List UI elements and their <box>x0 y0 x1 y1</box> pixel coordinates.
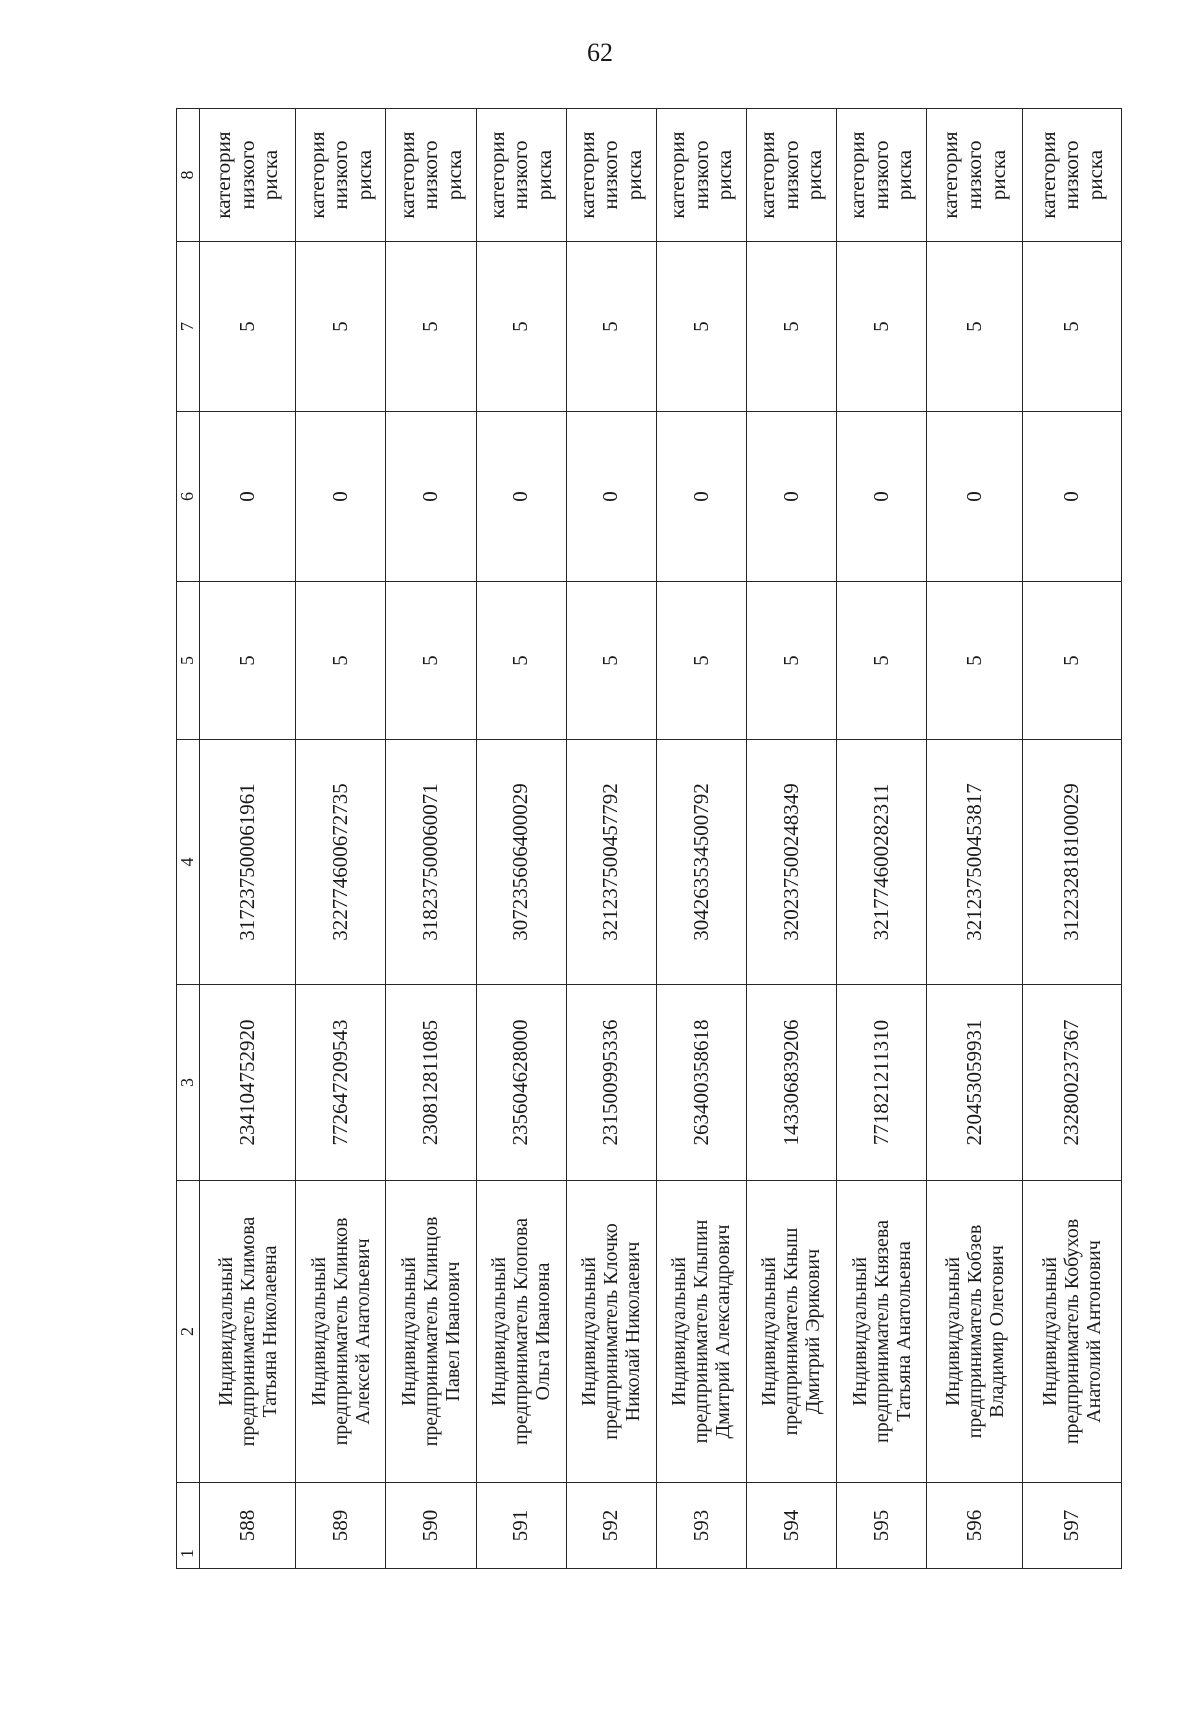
column-5-value: 5 <box>566 582 656 740</box>
table-row <box>386 109 476 1569</box>
name-line: предприниматель Клыпин <box>690 1219 713 1444</box>
name-line: предприниматель Климова <box>236 1216 259 1447</box>
risk-line: низкого риска <box>1059 140 1107 210</box>
inn-code: 771821211310 <box>836 985 926 1181</box>
risk-line: низкого риска <box>778 140 827 210</box>
name-line: Индивидуальный <box>758 1256 781 1407</box>
risk-category <box>296 109 386 242</box>
name-line: предприниматель Клопова <box>510 1218 533 1445</box>
row-number: 595 <box>836 1483 926 1569</box>
row-number: 589 <box>296 1483 386 1569</box>
table-row <box>746 109 836 1569</box>
ogrnip-code: 321237500453817 <box>927 740 1023 985</box>
name-line: предприниматель Клинцов <box>420 1216 443 1447</box>
table-row <box>656 109 746 1569</box>
column-6-value: 0 <box>386 412 476 582</box>
table-row <box>476 109 566 1569</box>
name-line: Дмитрий Александрович <box>712 1224 735 1439</box>
entrepreneur-name <box>200 1181 296 1483</box>
column-7-value: 5 <box>746 242 836 412</box>
column-6-value: 0 <box>656 412 746 582</box>
row-number: 597 <box>1023 1483 1122 1569</box>
entrepreneur-name <box>656 1181 746 1483</box>
name-line: предприниматель Клинков <box>329 1217 352 1446</box>
entrepreneur-name <box>566 1181 656 1483</box>
risk-line: низкого риска <box>508 140 556 210</box>
row-number: 591 <box>476 1483 566 1569</box>
risk-category <box>836 109 926 242</box>
column-5-value: 5 <box>296 582 386 740</box>
column-7-value: 5 <box>476 242 566 412</box>
risk-line: категория <box>938 131 963 219</box>
column-header: 2 <box>177 1181 200 1483</box>
inn-code: 143306839206 <box>746 985 836 1181</box>
risk-line: категория <box>394 131 419 219</box>
column-5-value: 5 <box>927 582 1023 740</box>
name-line: Индивидуальный <box>214 1256 237 1407</box>
name-line: Анатолий Антонович <box>1083 1240 1106 1423</box>
column-header: 3 <box>177 985 200 1181</box>
column-6-value: 0 <box>476 412 566 582</box>
risk-line: низкого риска <box>234 140 283 210</box>
column-6-value: 0 <box>1023 412 1122 582</box>
risk-category <box>656 109 746 242</box>
name-line: предприниматель Кобухов <box>1061 1218 1084 1445</box>
name-line: предприниматель Кныш <box>780 1227 803 1436</box>
name-line: Индивидуальный <box>941 1256 964 1407</box>
column-7-value: 5 <box>927 242 1023 412</box>
entrepreneur-name <box>1023 1181 1122 1483</box>
inn-code: 220453059931 <box>927 985 1023 1181</box>
column-6-value: 0 <box>746 412 836 582</box>
column-6-value: 0 <box>836 412 926 582</box>
name-line: предприниматель Клочко <box>600 1223 623 1440</box>
risk-line: низкого риска <box>598 140 646 210</box>
inn-code: 234104752920 <box>200 985 296 1181</box>
register-table <box>176 108 1122 1569</box>
row-number: 593 <box>656 1483 746 1569</box>
column-7-value: 5 <box>836 242 926 412</box>
column-6-value: 0 <box>927 412 1023 582</box>
column-5-value: 5 <box>1023 582 1122 740</box>
column-7-value: 5 <box>296 242 386 412</box>
risk-line: низкого риска <box>688 140 737 210</box>
column-7-value: 5 <box>200 242 296 412</box>
name-line: Индивидуальный <box>307 1256 330 1407</box>
inn-code: 263400358618 <box>656 985 746 1181</box>
table-row <box>1023 109 1122 1569</box>
risk-category <box>927 109 1023 242</box>
column-header: 8 <box>177 109 200 242</box>
column-5-value: 5 <box>656 582 746 740</box>
ogrnip-code: 320237500248349 <box>746 740 836 985</box>
column-header: 7 <box>177 242 200 412</box>
inn-code: 231500995336 <box>566 985 656 1181</box>
risk-line: низкого риска <box>418 140 466 210</box>
register-table-rotated <box>176 109 1122 1569</box>
risk-line: категория <box>755 131 780 219</box>
column-7-value: 5 <box>1023 242 1122 412</box>
risk-category <box>566 109 656 242</box>
inn-code: 230812811085 <box>386 985 476 1181</box>
name-line: Индивидуальный <box>578 1256 601 1407</box>
risk-category <box>476 109 566 242</box>
column-header: 6 <box>177 412 200 582</box>
name-line: Николай Николаевич <box>622 1241 645 1422</box>
risk-category <box>1023 109 1122 242</box>
register-rows <box>200 109 1122 1569</box>
ogrnip-code: 307235606400029 <box>476 740 566 985</box>
risk-line: категория <box>484 131 509 219</box>
name-line: Индивидуальный <box>668 1256 691 1407</box>
risk-line: низкого риска <box>961 140 1010 210</box>
register-table-frame <box>176 109 1122 1569</box>
risk-line: низкого риска <box>868 140 917 210</box>
column-7-value: 5 <box>656 242 746 412</box>
risk-category <box>746 109 836 242</box>
entrepreneur-name <box>386 1181 476 1483</box>
column-header: 4 <box>177 740 200 985</box>
row-number: 588 <box>200 1483 296 1569</box>
ogrnip-code: 321237500457792 <box>566 740 656 985</box>
name-line: Индивидуальный <box>848 1256 871 1407</box>
risk-line: категория <box>665 131 690 219</box>
entrepreneur-name <box>296 1181 386 1483</box>
row-number: 592 <box>566 1483 656 1569</box>
column-header: 5 <box>177 582 200 740</box>
table-row <box>296 109 386 1569</box>
ogrnip-code: 317237500061961 <box>200 740 296 985</box>
name-line: Алексей Анатольевич <box>351 1238 374 1425</box>
ogrnip-code: 304263534500792 <box>656 740 746 985</box>
ogrnip-code: 321774600282311 <box>836 740 926 985</box>
column-5-value: 5 <box>200 582 296 740</box>
row-number: 596 <box>927 1483 1023 1569</box>
column-7-value: 5 <box>386 242 476 412</box>
name-line: Ольга Ивановна <box>532 1262 555 1401</box>
ogrnip-code: 322774600672735 <box>296 740 386 985</box>
ogrnip-code: 318237500060071 <box>386 740 476 985</box>
risk-line: категория <box>304 131 329 219</box>
risk-category <box>200 109 296 242</box>
page-number: 62 <box>587 38 613 67</box>
name-line: предприниматель Кобзев <box>963 1224 986 1439</box>
inn-code: 232800237367 <box>1023 985 1122 1181</box>
name-line: Индивидуальный <box>488 1256 511 1407</box>
column-6-value: 0 <box>296 412 386 582</box>
column-5-value: 5 <box>836 582 926 740</box>
name-line: Индивидуальный <box>398 1256 421 1407</box>
name-line: предприниматель Князева <box>870 1220 893 1443</box>
table-row <box>566 109 656 1569</box>
ogrnip-code: 312232818100029 <box>1023 740 1122 985</box>
inn-code: 772647209543 <box>296 985 386 1181</box>
column-header: 1 <box>177 1483 200 1569</box>
column-7-value: 5 <box>566 242 656 412</box>
risk-line: категория <box>574 131 599 219</box>
entrepreneur-name <box>836 1181 926 1483</box>
name-line: Павел Иванович <box>442 1261 465 1402</box>
entrepreneur-name <box>927 1181 1023 1483</box>
entrepreneur-name <box>746 1181 836 1483</box>
column-5-value: 5 <box>476 582 566 740</box>
risk-line: категория <box>1035 131 1060 219</box>
risk-category <box>386 109 476 242</box>
column-5-value: 5 <box>386 582 476 740</box>
risk-line: категория <box>211 131 236 219</box>
row-number: 594 <box>746 1483 836 1569</box>
entrepreneur-name <box>476 1181 566 1483</box>
name-line: Владимир Олегович <box>985 1245 1008 1418</box>
name-line: Татьяна Анатольевна <box>892 1241 915 1422</box>
table-row <box>927 109 1023 1569</box>
column-5-value: 5 <box>746 582 836 740</box>
inn-code: 235604628000 <box>476 985 566 1181</box>
risk-line: категория <box>845 131 870 219</box>
risk-line: низкого риска <box>328 140 376 210</box>
column-6-value: 0 <box>566 412 656 582</box>
column-6-value: 0 <box>200 412 296 582</box>
row-number: 590 <box>386 1483 476 1569</box>
column-number-row <box>177 109 200 1569</box>
table-row <box>836 109 926 1569</box>
name-line: Татьяна Николаевна <box>258 1245 281 1418</box>
table-row <box>200 109 296 1569</box>
name-line: Дмитрий Эрикович <box>802 1248 825 1415</box>
name-line: Индивидуальный <box>1039 1256 1062 1407</box>
